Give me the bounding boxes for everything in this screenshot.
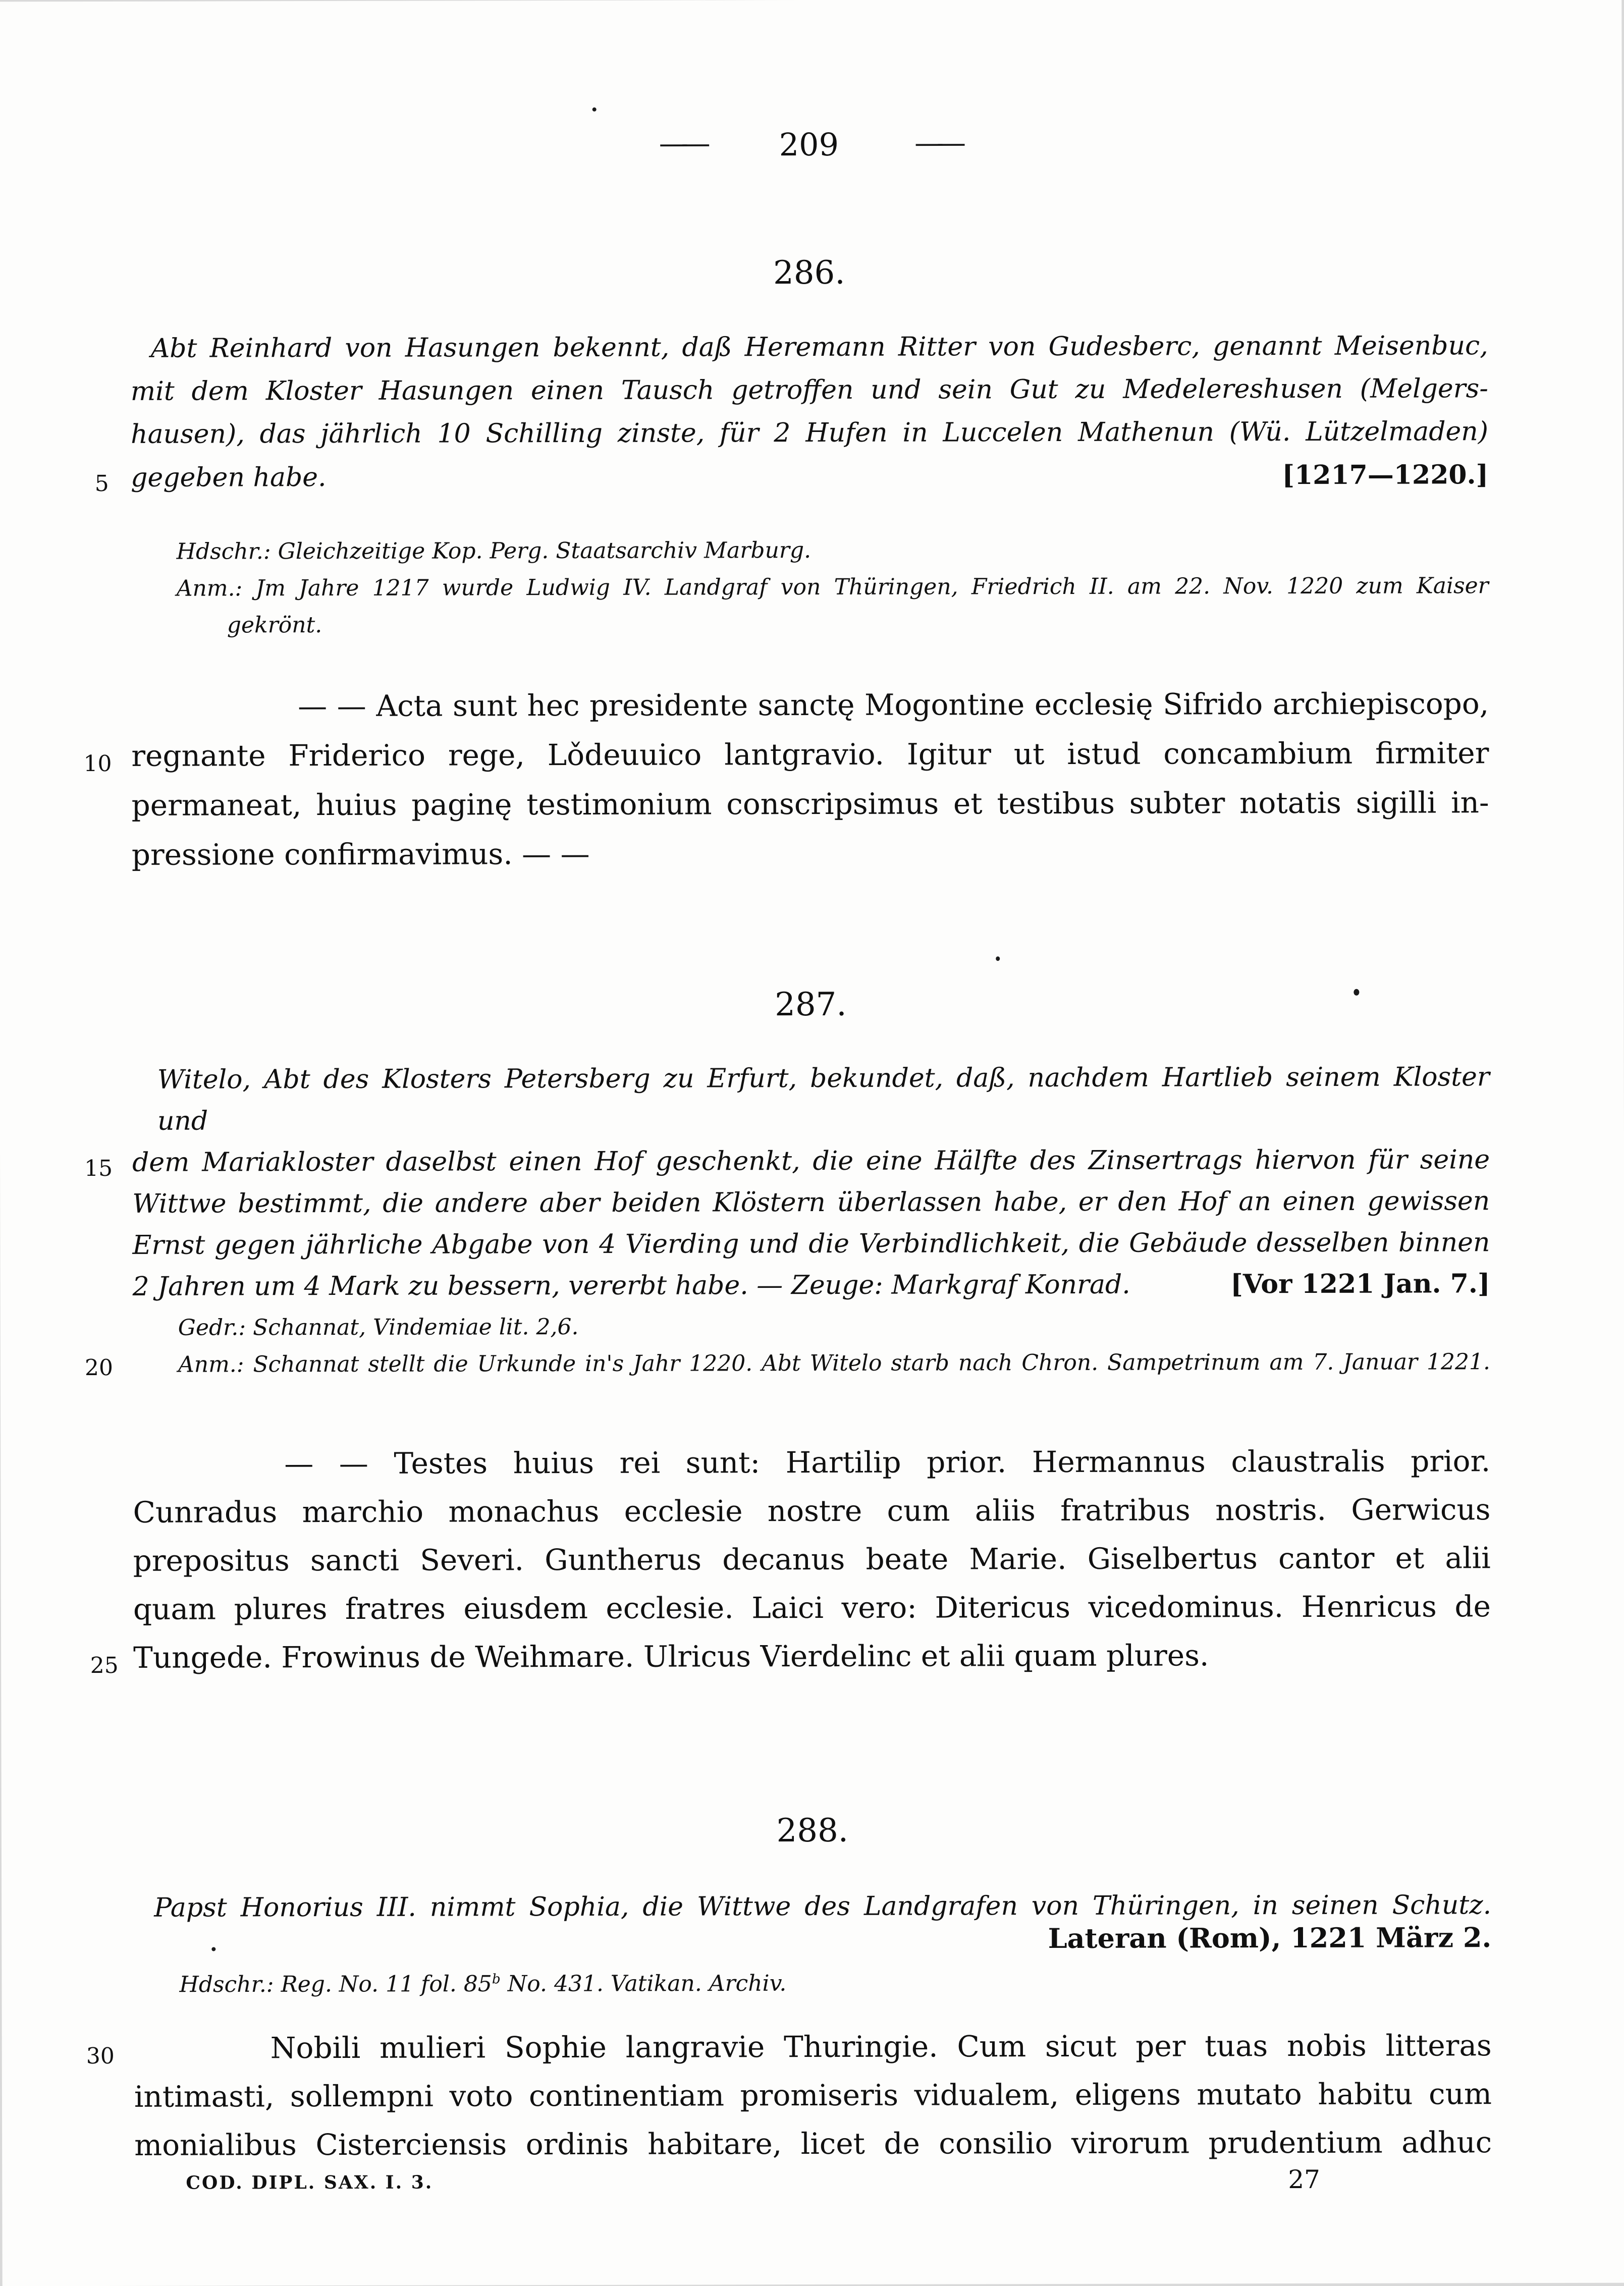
scan-speck [996,956,1000,961]
summary-line: 2 Jahren um 4 Mark zu bessern, vererbt habe. — Zeuge: Markgraf Konrad. [132,1269,1130,1302]
date-badge: [Vor 1221 Jan. 7.] [1230,1268,1490,1300]
body-line: Nobili mulieri Sophie langravie Thuringie. Cum sicut per tuas nobis litteras [270,2028,1492,2065]
entry-287-summary [84,1056,1490,1308]
date-badge: [1217—1220.] [1282,459,1489,491]
entry-288-number: 288. [776,1812,849,1850]
page-header [130,126,1488,164]
header-rule-right: —— [914,125,959,160]
summary-line: Papst Honorius III. nimmt Sophia, die Wittwe des Landgrafen von Thüringen, in seinen Schutz. [154,1890,1492,1923]
entry-286-body [83,679,1489,880]
summary-line: mit dem Kloster Hasungen einen Tausch getroffen und sein Gut zu Medelereshusen (Melgers- [130,373,1488,407]
body-line: intimasti, sollempni voto continentiam promiseris vidualem, eligens mutato habitu cum [134,2077,1492,2114]
margin-line-number: 10 [83,750,112,777]
entry-286-notes [131,530,1488,644]
margin-line-number: 30 [86,2043,115,2070]
body-line: — — Acta sunt hec presidente sanctę Mogontine ecclesię Sifrido archiepiscopo, [298,686,1489,724]
header-rule-left: —— [659,126,703,160]
entry-288-body [86,2021,1492,2169]
note-line: Hdschr.: Gleichzeitige Kop. Perg. Staatsarchiv Marburg. [176,537,811,565]
note-line: Hdschr.: Reg. No. 11 fol. 85 [179,1971,492,1998]
summary-line: Wittwe bestimmt, die andere aber beiden Klöstern überlassen habe, er den Hof an einen gewissen [132,1186,1490,1219]
margin-line-number: 5 [94,470,109,497]
summary-line: Ernst gegen jährliche Abgabe von 4 Vierding und die Verbindlichkeit, die Gebäude desselben binnen [132,1227,1490,1261]
entry-287-number: 287. [775,986,847,1024]
body-line: pressione confirmavimus. — — [131,836,590,872]
scan-speck [211,1947,215,1951]
entry-287-notes [84,1307,1490,1383]
entry-288-dateline: Lateran (Rom), 1221 März 2. [1048,1921,1492,1955]
summary-line: Abt Reinhard von Hasungen bekennt, daß Heremann Ritter von Gudesberc, genannt Meisenbuc, [150,331,1488,364]
entry-286-summary [94,324,1489,500]
margin-line-number: 20 [84,1354,113,1381]
body-line: prepositus sancti Severi. Guntherus decanus beate Marie. Giselbertus cantor et alii [133,1541,1491,1578]
body-line: regnante Friderico rege, Lǒdeuuico lantgravio. Igitur ut istud concambium firmiter [131,736,1489,773]
body-line: monialibus Cisterciensis ordinis habitare, licet de consilio virorum prudentium adhuc [134,2125,1492,2162]
summary-line: hausen), das jährlich 10 Schilling zinste, für 2 Hufen in Luccelen Mathenun (Wü. Lützelmaden) [130,416,1489,450]
margin-line-number: 25 [90,1652,119,1678]
margin-line-number: 15 [84,1155,113,1182]
body-line: permaneat, huius paginę testimonium conscripsimus et testibus subter notatis sigilli in- [131,785,1489,823]
note-line: Anm.: Jm Jahre 1217 wurde Ludwig IV. Landgraf von Thüringen, Friedrich II. am 22. Nov. 1220 zum Kaiser [176,573,1489,602]
scan-speck [592,107,597,112]
note-line: gekrönt. [227,612,322,638]
page-number: 209 [779,126,839,164]
scan-speck [1354,989,1359,996]
entry-286-number: 286. [773,254,845,292]
note-line: Anm.: Schannat stellt die Urkunde in's Jahr 1220. Abt Witelo starb nach Chron. Sampetrinum am 7. Januar 1221. [178,1349,1490,1378]
body-line: Tungede. Frowinus de Weihmare. Ulricus Vierdelinc et alii quam plures. [133,1638,1209,1675]
note-line: Gedr.: Schannat, Vindemiae lit. 2,6. [178,1314,579,1341]
body-line: quam plures fratres eiusdem ecclesie. Laici vero: Ditericus vicedominus. Henricus de [133,1589,1491,1626]
superscript-folio-letter: b [492,1971,501,1987]
body-line: — — Testes huius rei sunt: Hartilip prior. Hermannus claustralis prior. [284,1444,1491,1481]
entry-288-notes [134,1958,1491,2003]
entry-287-body [90,1437,1491,1682]
sheet-number: 27 [1288,2164,1320,2195]
note-line: No. 431. Vatikan. Archiv. [500,1970,787,1997]
summary-line: gegeben habe. [131,462,327,493]
body-line: Cunradus marchio monachus ecclesie nostre cum aliis fratribus nostris. Gerwicus [133,1492,1491,1530]
footer-signature: COD. DIPL. SAX. I. 3. [186,2171,434,2194]
summary-line: dem Mariakloster daselbst einen Hof geschenkt, die eine Hälfte des Zinsertrags hiervon für seine [132,1145,1490,1178]
summary-line: Witelo, Abt des Klosters Petersberg zu Erfurt, bekundet, daß, nachdem Hartlieb seinem Kloster und [157,1062,1490,1136]
